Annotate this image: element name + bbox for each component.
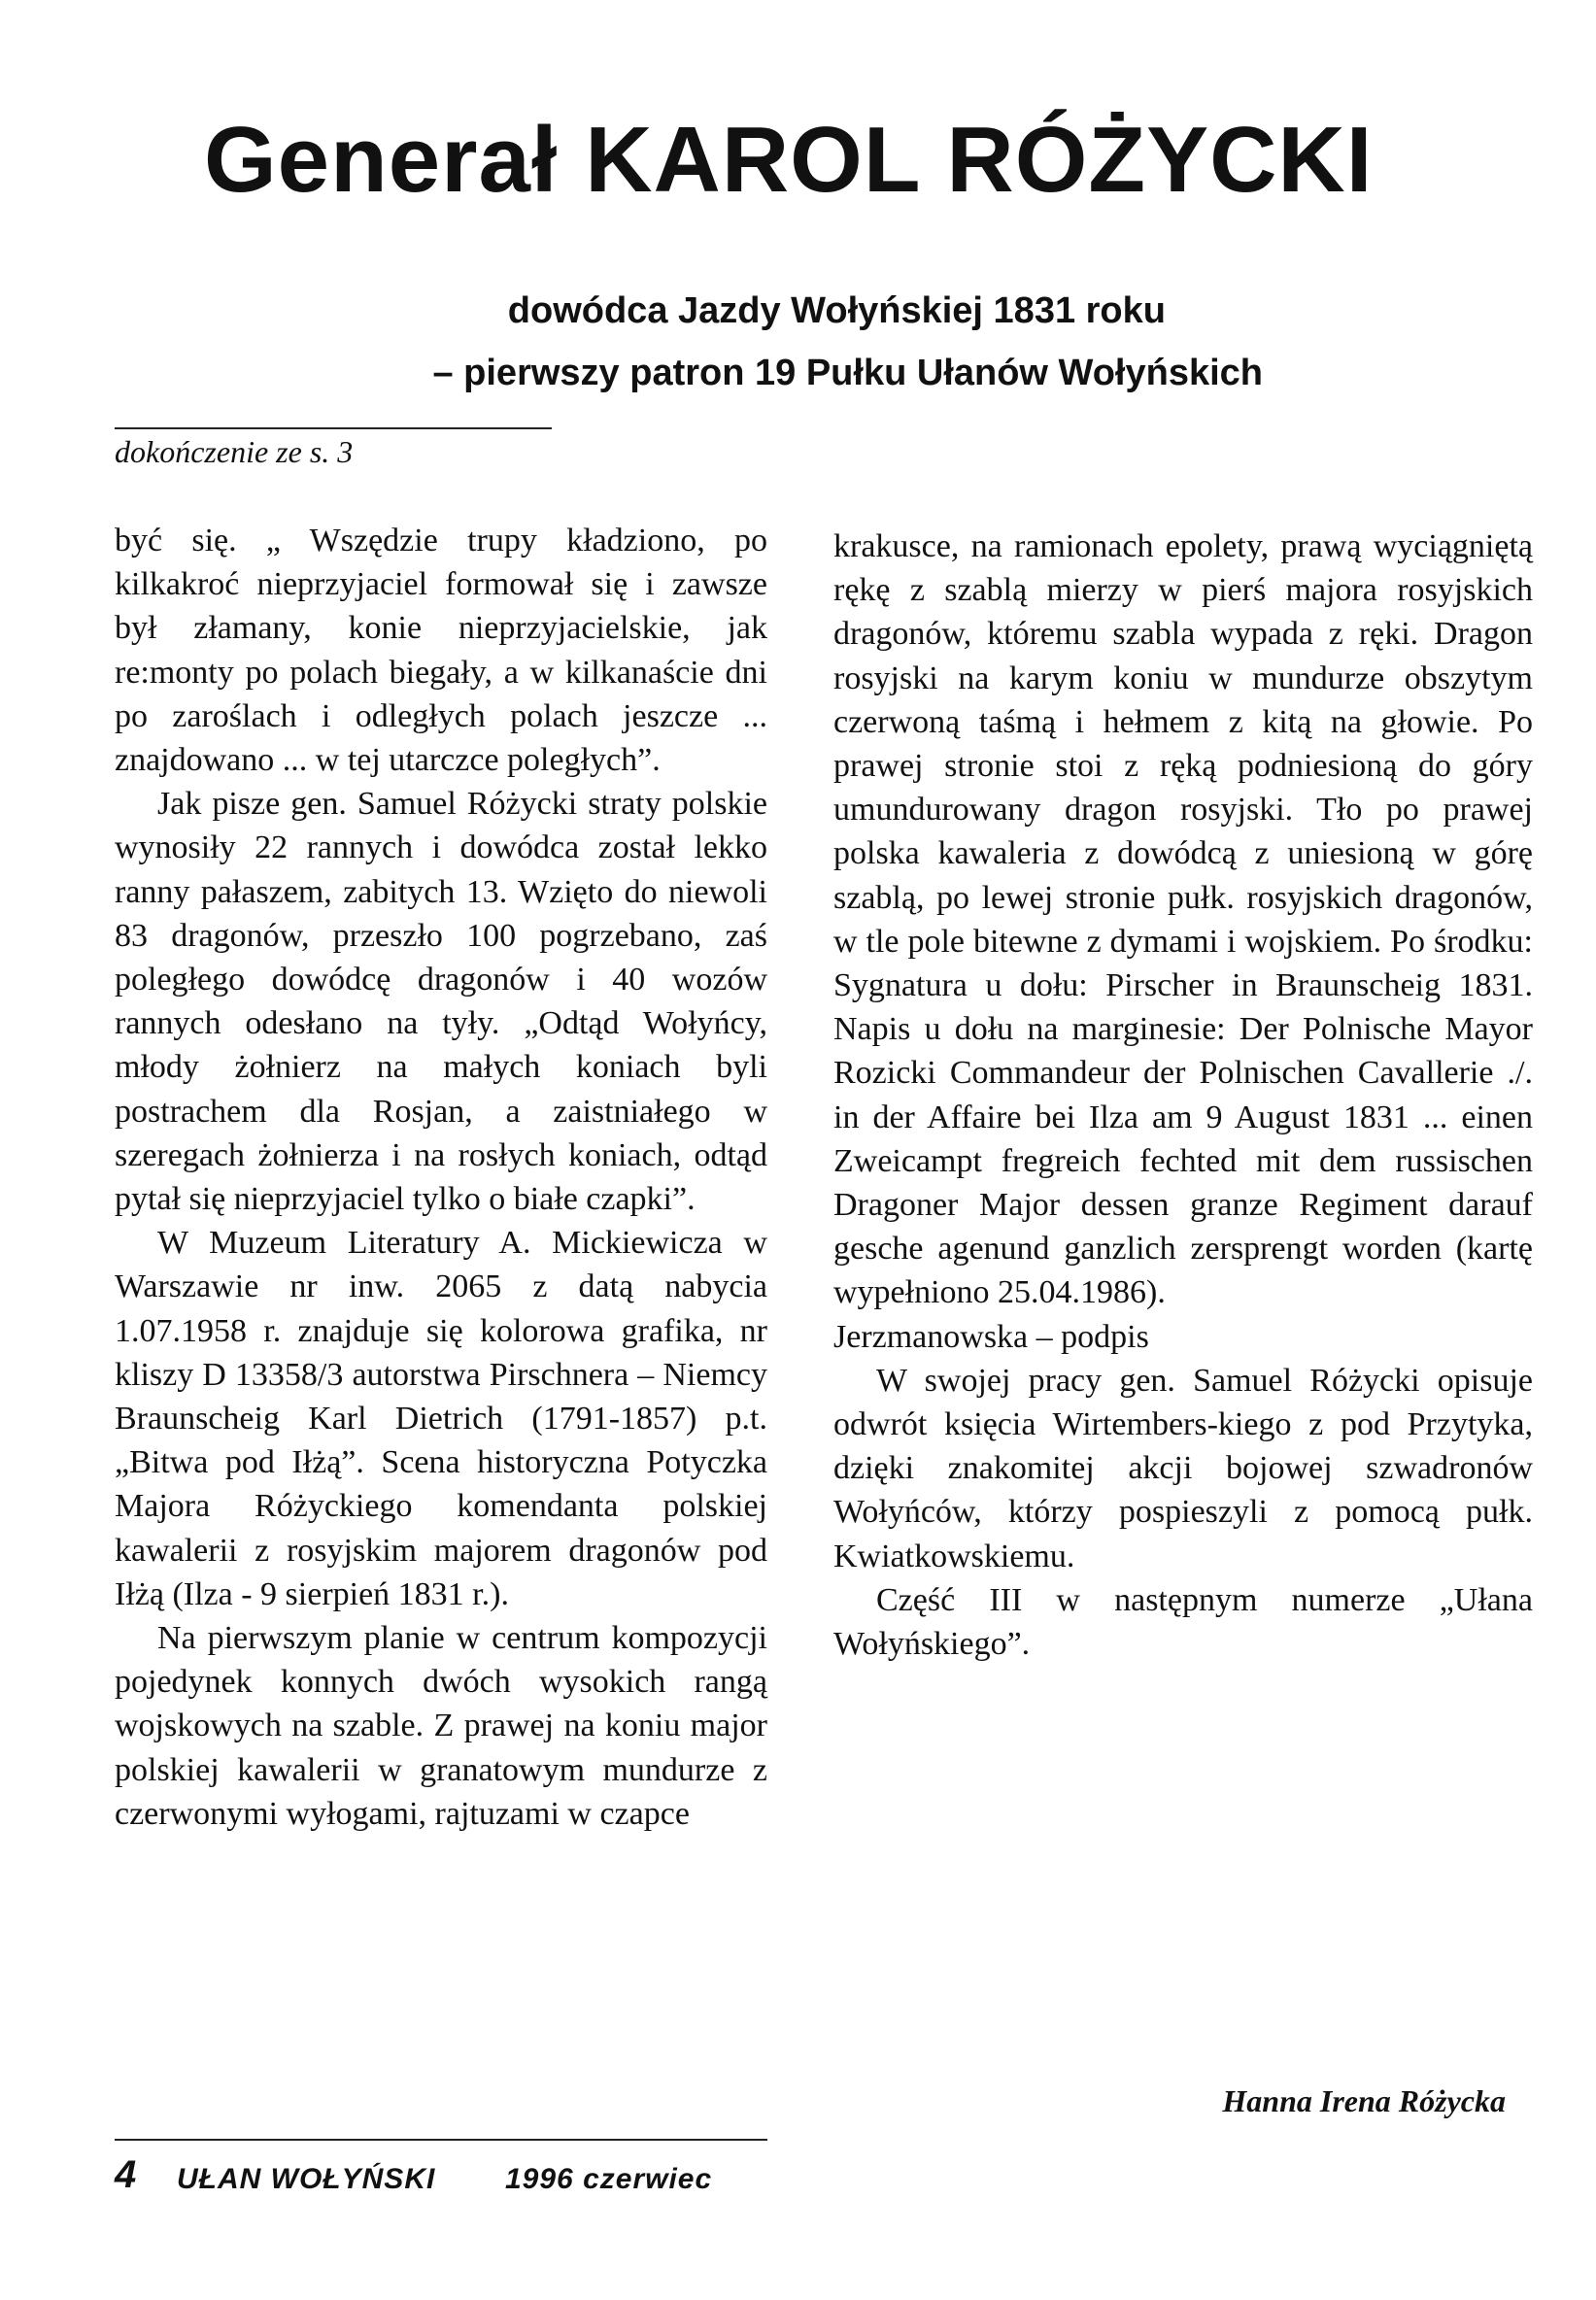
- paragraph: Jerzmanowska – podpis: [833, 1318, 1149, 1355]
- magazine-name: UŁAN WOŁYŃSKI: [177, 2163, 436, 2195]
- continued-note: dokończenie ze s. 3: [115, 434, 354, 469]
- article-subtitle-line2: – pierwszy patron 19 Pułku Ułanów Wołyńskich: [432, 353, 1263, 393]
- page-number: 4: [115, 2153, 137, 2196]
- paragraph: krakusce, na ramionach epolety, prawą wyciągniętą rękę z szablą mierzy w pierś majora rosyjskich dragonów, któremu szabla wypada z ręki. Dragon rosyjski na karym koniu w mundurze obszytym czerwoną taśmą i hełmem z kitą na głowie. Po prawej stronie stoi z ręką podniesioną do góry umundurowany dragon rosyjski. Tło po prawej polska kawaleria z dowódcą z uniesioną w górę szablą, po lewej stronie pułk. rosyjskich dragonów, w tle pole bitewne z dymami i wojskiem. Po środku: Sygnatura u dołu: Pirscher in Braunscheig 1831. Napis u dołu na marginesie: Der Polnische Mayor Rozicki Commandeur der Polnischen Cavallerie ./. in der Affaire bei Ilza am 9 August 1831 ... einen Zweicampt fregreich fechted mit dem russischen Dragoner Major dessen granze Regiment darauf gesche agenund ganzlich zersprengt worden (kartę wypełniono 25.04.1986).: [833, 528, 1533, 1311]
- paragraph: W swojej pracy gen. Samuel Różycki opisuje odwrót księcia Wirtembers-kiego z pod Przytyka, dzięki znakomitej akcji bojowej szwadronów Wołyńców, którzy pospieszyli z pomocą pułk. Kwiatkowskiemu.: [833, 1362, 1533, 1574]
- paragraph: Jak pisze gen. Samuel Różycki straty polskie wynosiły 22 rannych i dowódca został lekko ranny pałaszem, zabitych 13. Wzięto do niewoli 83 dragonów, przeszło 100 pogrzebano, zaś poległego dowódcę dragonów i 40 wozów rannych odesłano na tyły. „Odtąd Wołyńcy, młody żołnierz na małych koniach byli postrachem dla Rosjan, a zaistniałego w szeregach żołnierza i na rosłych koniach, odtąd pytał się nieprzyjaciel tylko o białe czapki”.: [115, 786, 767, 1218]
- article-subtitle-line1: dowódca Jazdy Wołyńskiej 1831 roku: [507, 290, 1166, 331]
- footer-divider: [115, 2139, 767, 2141]
- author-signature: Hanna Irena Różycka: [1222, 2083, 1506, 2118]
- left-column: [115, 519, 767, 1836]
- right-column: [833, 524, 1533, 1666]
- article-title: Generał KAROL RÓŻYCKI: [204, 108, 1374, 212]
- paragraph: Część III w następnym numerze „Ułana Wołyńskiego”.: [833, 1581, 1533, 1663]
- paragraph: W Muzeum Literatury A. Mickiewicza w Warszawie nr inw. 2065 z datą nabycia 1.07.1958 r. znajduje się kolorowa grafika, nr kliszy D 13358/3 autorstwa Pirschnera – Niemcy Braunscheig Karl Dietrich (1791-1857) p.t. „Bitwa pod Iłżą”. Scena historyczna Potyczka Majora Różyckiego komendanta polskiej kawalerii z rosyjskim majorem dragonów pod Iłżą (Ilza - 9 sierpień 1831 r.).: [115, 1225, 767, 1612]
- paragraph: być się. „ Wszędzie trupy kładziono, po kilkakroć nieprzyjaciel formował się i zawsze był złamany, konie nieprzyjacielskie, jak re:monty po polach biegały, a w kilkanaście dni po zaroślach i odległych polach jeszcze ... znajdowano ... w tej utarczce poległych”.: [115, 523, 767, 779]
- continued-divider: [115, 427, 552, 429]
- paragraph: Na pierwszym planie w centrum kompozycji pojedynek konnych dwóch wysokich rangą wojskowych na szable. Z prawej na koniu major polskiej kawalerii w granatowym mundurze z czerwonymi wyłogami, rajtuzami w czapce: [115, 1620, 767, 1832]
- issue-date: 1996 czerwiec: [505, 2163, 713, 2195]
